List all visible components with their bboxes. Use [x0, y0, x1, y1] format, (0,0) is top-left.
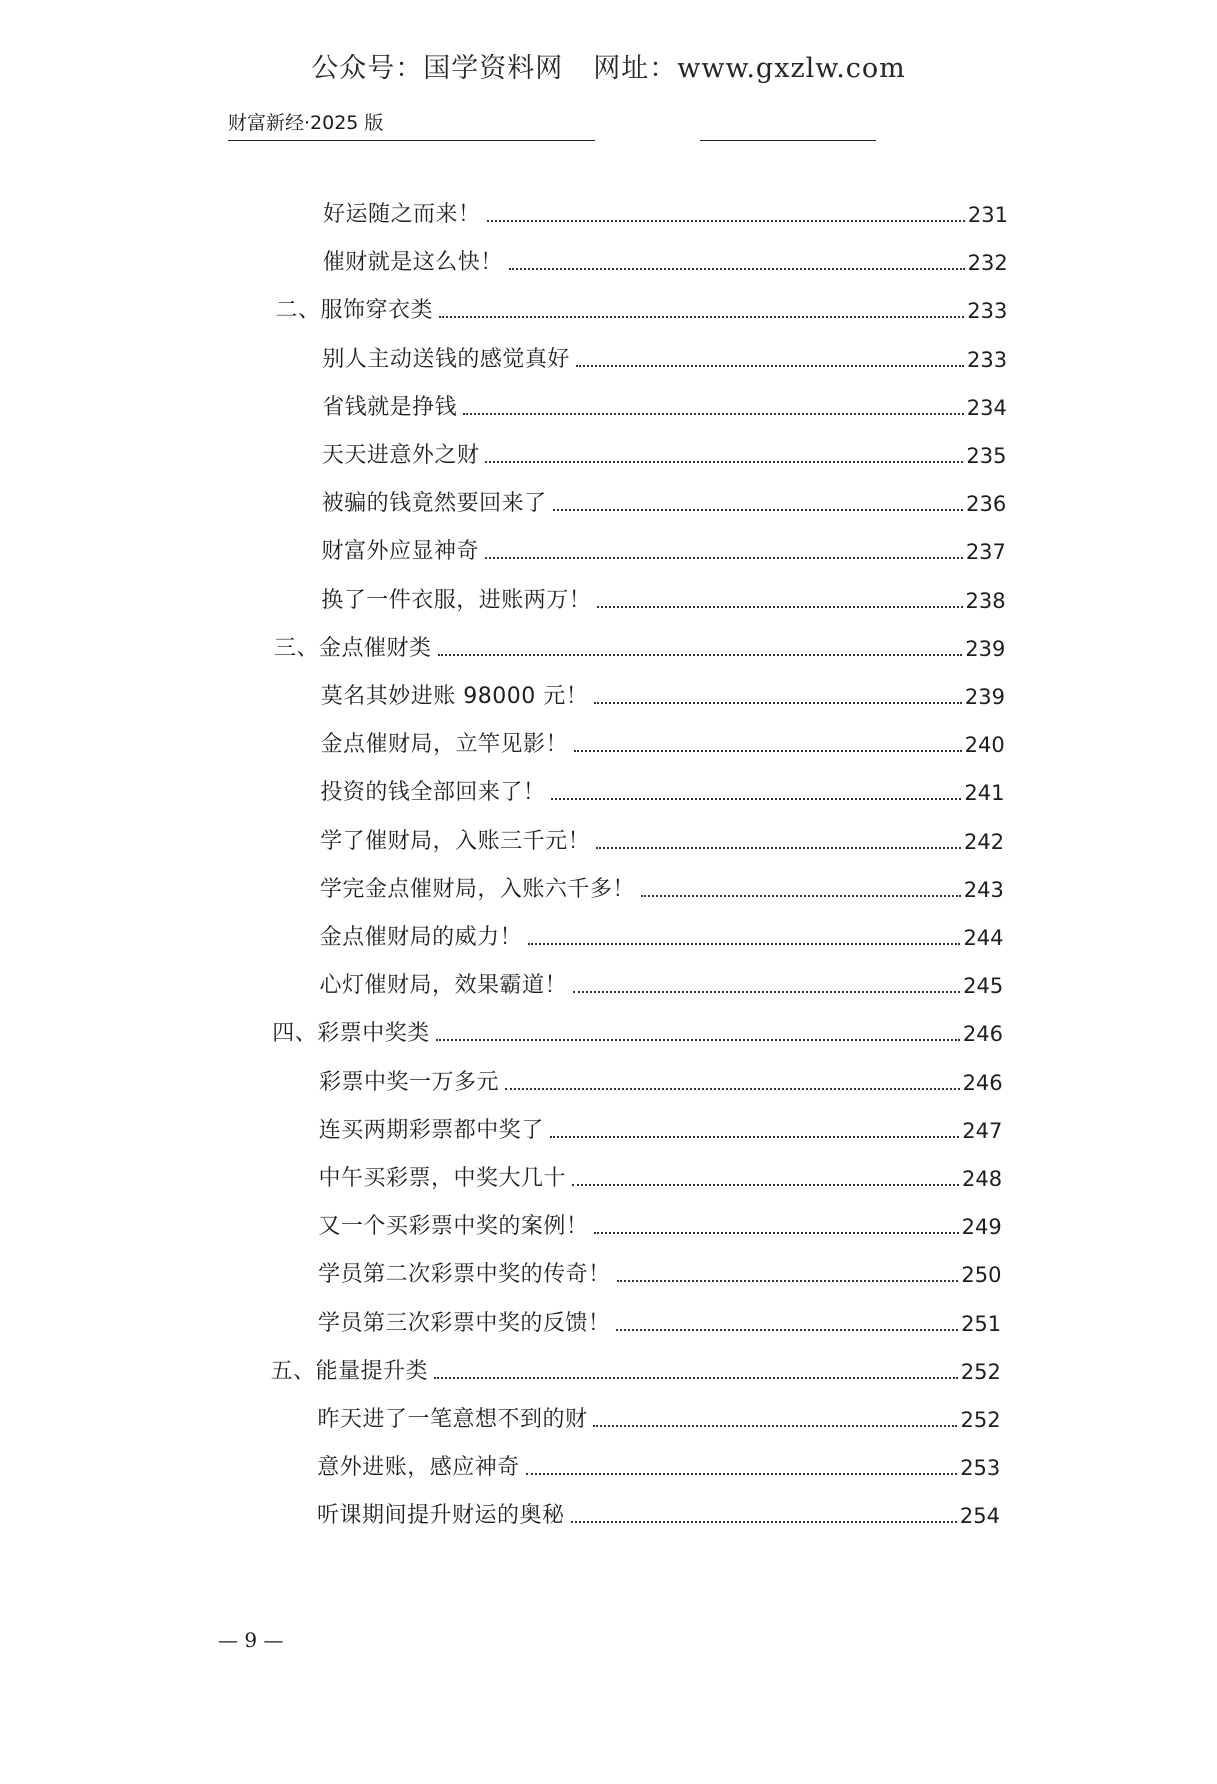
toc-section-entry — [274, 622, 1005, 662]
toc-entry — [317, 1441, 1000, 1481]
toc-entry-page: 241 — [964, 781, 1005, 806]
toc-entry — [319, 959, 1003, 999]
toc-dot-leader — [526, 1473, 957, 1475]
toc-entry-title: 心灯催财局，效果霸道！ — [319, 973, 567, 999]
toc-entry-page: 243 — [963, 877, 1004, 902]
toc-entry-page: 231 — [967, 203, 1008, 227]
toc-entry-title: 莫名其妙进账 98000 元！ — [320, 684, 589, 709]
toc-entry-page: 233 — [967, 299, 1008, 324]
toc-entry-title: 学完金点催财局，入账六千多！ — [319, 876, 635, 902]
toc-entry-title: 换了一件衣服，进账两万！ — [321, 587, 592, 613]
toc-entry-title: 好运随之而来！ — [323, 202, 481, 227]
toc-entry — [322, 477, 1007, 517]
toc-dot-leader — [505, 1088, 960, 1090]
toc-dot-leader — [641, 895, 961, 897]
toc-entry-title: 投资的钱全部回来了！ — [320, 780, 546, 806]
toc-entry — [322, 381, 1007, 421]
toc-entry-page: 253 — [960, 1456, 1001, 1481]
toc-entry-title: 又一个买彩票中奖的案例！ — [318, 1214, 589, 1240]
toc-entry-page: 248 — [961, 1167, 1003, 1191]
toc-dot-leader — [571, 1521, 957, 1523]
toc-dot-leader — [485, 557, 963, 559]
toc-entry-title: 意外进账，感应神奇 — [317, 1455, 520, 1481]
toc-entry — [321, 670, 1005, 710]
toc-entry — [321, 525, 1005, 565]
toc-dot-leader — [617, 1280, 959, 1282]
toc-entry-page: 240 — [964, 733, 1005, 758]
toc-entry-page: 233 — [967, 347, 1008, 372]
toc-entry-page: 252 — [960, 1408, 1001, 1432]
toc-entry-title: 中午买彩票，中奖大几十 — [318, 1166, 567, 1191]
toc-entry-title: 被骗的钱竟然要回来了 — [321, 491, 547, 517]
toc-dot-leader — [434, 1377, 958, 1379]
toc-dot-leader — [576, 365, 964, 367]
toc-entry-title: 三、金点催财类 — [274, 635, 432, 661]
toc-entry-title: 金点催财局，立竿见影！ — [320, 732, 569, 758]
toc-entry-title: 财富外应显神奇 — [321, 539, 479, 565]
toc-dot-leader — [436, 1039, 960, 1041]
toc-entry-page: 242 — [964, 829, 1005, 854]
toc-entry-page: 232 — [967, 251, 1008, 276]
toc-dot-leader — [509, 268, 965, 270]
toc-dot-leader — [594, 702, 962, 704]
toc-dot-leader — [528, 943, 960, 945]
toc-dot-leader — [593, 1425, 957, 1427]
toc-entry-title: 二、服饰穿衣类 — [275, 298, 434, 324]
toc-entry-title: 金点催财局的威力！ — [319, 925, 523, 950]
toc-entry-page: 244 — [963, 926, 1004, 950]
toc-entry-page: 239 — [964, 685, 1006, 709]
toc-dot-leader — [572, 1184, 959, 1186]
toc-entry-page: 237 — [965, 540, 1006, 565]
toc-entry — [323, 236, 1008, 276]
toc-entry — [322, 333, 1007, 373]
toc-entry — [321, 574, 1005, 614]
toc-entry — [323, 188, 1008, 228]
toc-entry-title: 四、彩票中奖类 — [272, 1021, 430, 1047]
toc-dot-leader — [463, 413, 964, 415]
toc-dot-leader — [574, 750, 962, 752]
header-rule-left — [228, 140, 595, 141]
toc-entry-title: 学了催财局，入账三千元！ — [320, 828, 591, 854]
toc-entry-page: 254 — [959, 1504, 1000, 1529]
toc-entry-title: 彩票中奖一万多元 — [319, 1069, 500, 1095]
toc-entry-page: 235 — [966, 444, 1007, 468]
toc-dot-leader — [553, 509, 963, 511]
toc-section-entry — [276, 284, 1008, 324]
header-rule-right — [700, 140, 876, 141]
toc-entry-title: 连买两期彩票都中奖了 — [318, 1117, 544, 1143]
toc-dot-leader — [438, 654, 963, 656]
toc-entry-page: 249 — [961, 1215, 1002, 1240]
toc-entry — [318, 1200, 1001, 1240]
toc-entry-title: 五、能量提升类 — [270, 1358, 429, 1384]
page-number: — 9 — — [218, 1628, 284, 1652]
toc-entry — [317, 1393, 1000, 1433]
toc-entry-page: 234 — [966, 395, 1007, 420]
toc-dot-leader — [439, 316, 964, 318]
watermark-site: 网址：www.gxzlw.com — [593, 53, 906, 84]
toc-entry-page: 246 — [962, 1070, 1003, 1095]
toc-entry-page: 251 — [961, 1311, 1002, 1336]
toc-entry-title: 学员第三次彩票中奖的反馈！ — [317, 1310, 611, 1336]
toc-entry — [321, 718, 1005, 758]
toc-entry-page: 236 — [966, 492, 1007, 517]
toc-entry — [320, 766, 1004, 806]
toc-entry-title: 听课期间提升财运的奥秘 — [317, 1503, 565, 1529]
running-head: 财富新经·2025 版 — [228, 112, 384, 134]
toc-entry-title: 昨天进了一笔意想不到的财 — [317, 1407, 588, 1432]
toc-section-entry — [272, 1007, 1003, 1047]
toc-entry-page: 245 — [963, 974, 1004, 999]
toc-entry-page: 250 — [961, 1263, 1002, 1288]
toc-dot-leader — [551, 798, 961, 800]
toc-section-entry — [271, 1345, 1001, 1385]
toc-entry-page: 238 — [965, 588, 1006, 613]
toc-entry — [318, 1297, 1001, 1337]
toc-entry-title: 省钱就是挣钱 — [322, 394, 458, 420]
toc-entry — [319, 1104, 1003, 1144]
toc-dot-leader — [596, 847, 961, 849]
watermark-account: 公众号：国学资料网 — [311, 53, 564, 84]
toc-entry — [322, 429, 1007, 469]
toc-dot-leader — [594, 1232, 958, 1234]
toc-entry — [320, 815, 1004, 855]
toc-dot-leader — [550, 1136, 959, 1138]
toc-dot-leader — [597, 606, 962, 608]
toc-entry-title: 学员第二次彩票中奖的传奇！ — [318, 1262, 611, 1288]
toc-entry — [317, 1489, 1000, 1529]
toc-entry-page: 252 — [960, 1359, 1001, 1384]
toc-entry — [320, 863, 1004, 903]
toc-entry-page: 247 — [962, 1118, 1003, 1143]
toc-entry-page: 239 — [965, 636, 1006, 661]
toc-entry — [318, 1248, 1001, 1288]
toc-entry-title: 催财就是这么快！ — [322, 250, 503, 276]
toc-entry-title: 别人主动送钱的感觉真好 — [322, 346, 570, 372]
toc-dot-leader — [616, 1329, 958, 1331]
toc-dot-leader — [485, 461, 963, 463]
toc-entry — [319, 1056, 1003, 1096]
toc-dot-leader — [573, 991, 960, 993]
toc-entry — [320, 911, 1004, 951]
toc-entry-title: 天天进意外之财 — [321, 443, 480, 468]
watermark — [0, 46, 1217, 85]
toc-dot-leader — [487, 220, 965, 222]
toc-entry — [319, 1152, 1003, 1192]
toc-entry-page: 246 — [962, 1022, 1003, 1047]
